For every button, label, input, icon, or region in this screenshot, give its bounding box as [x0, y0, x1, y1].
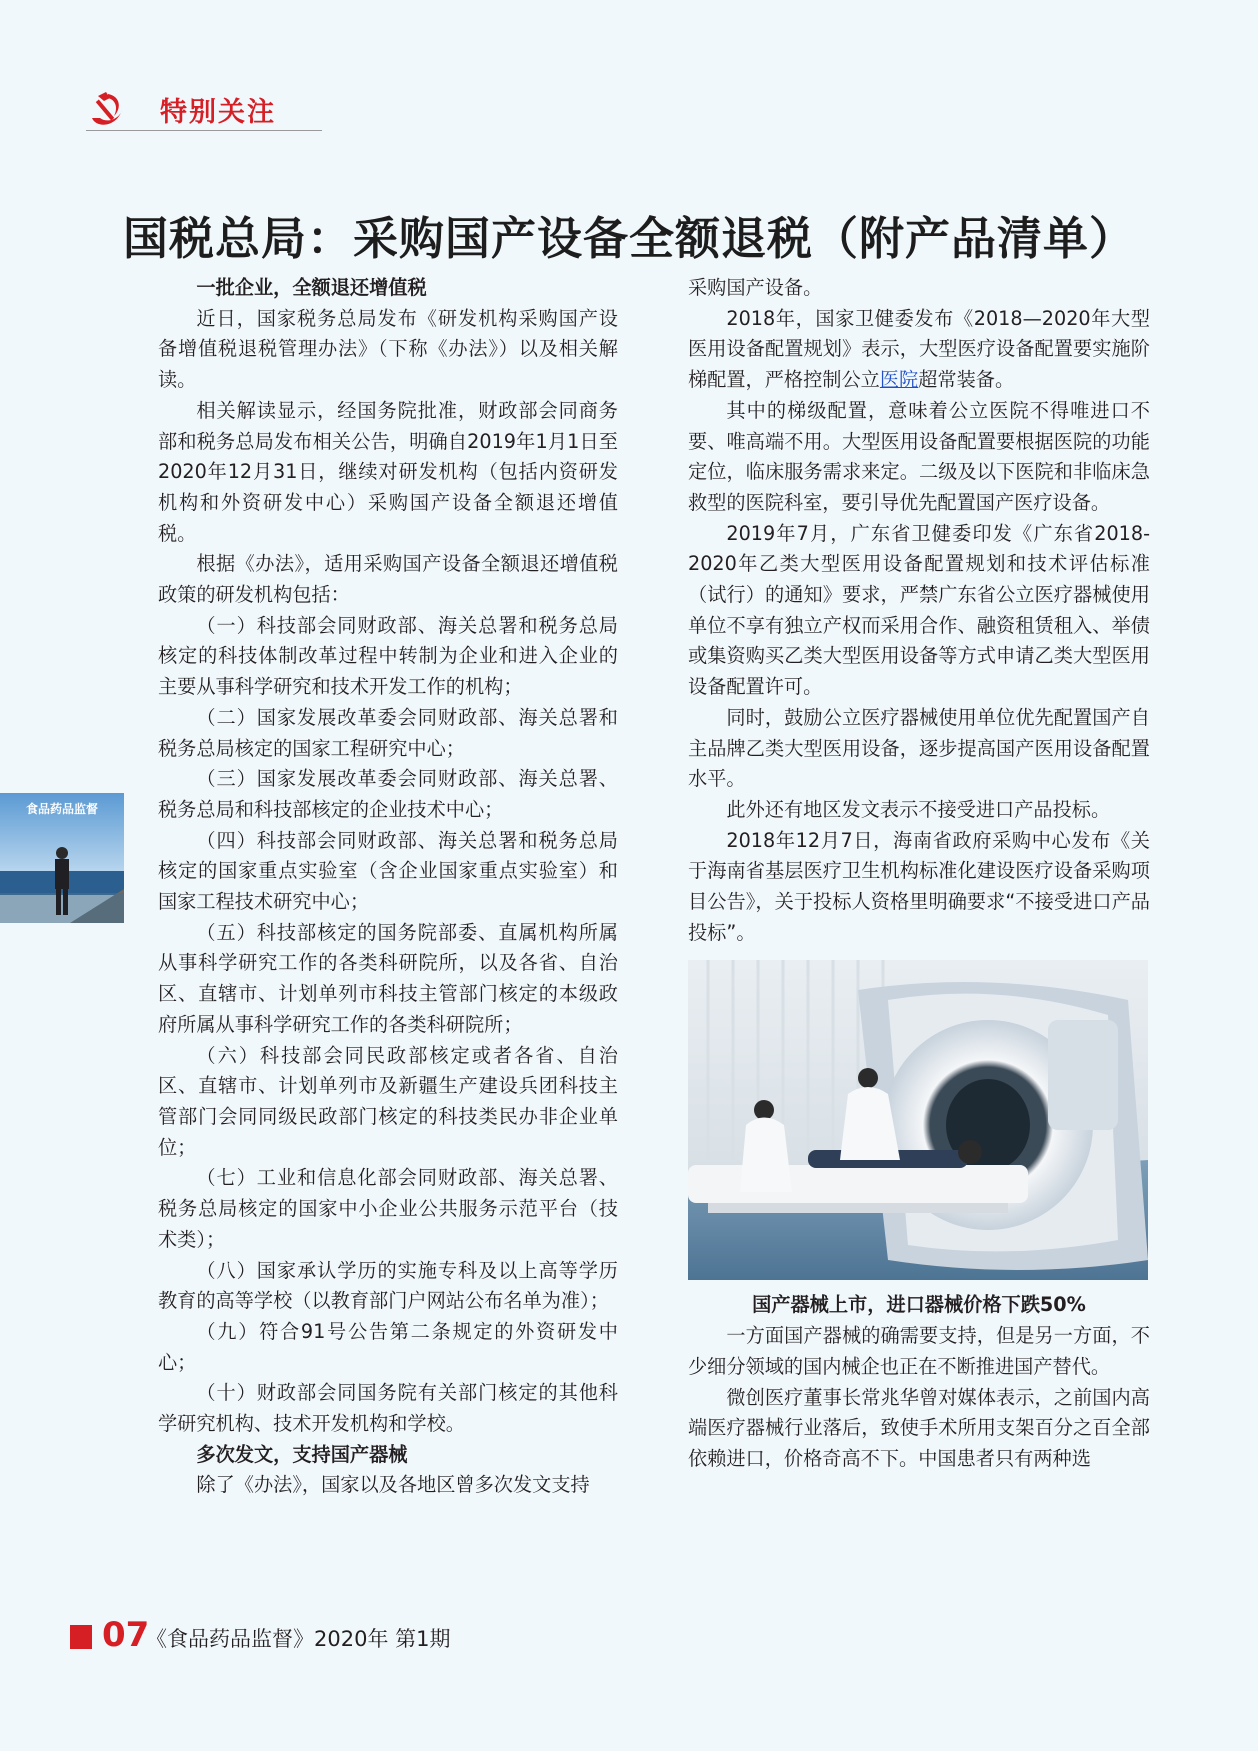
paragraph: 此外还有地区发文表示不接受进口产品投标。 — [726, 797, 1111, 821]
paragraph: （七）工业和信息化部会同财政部、海关总署、税务总局核定的国家中小企业公共服务示范平台（技术类）； — [158, 1166, 618, 1251]
paragraph: 相关解读显示，经国务院批准，财政部会同商务部和税务总局发布相关公告，明确自2019年1月1日至2020年12月31日，继续对研发机构（包括内资研发机构和外资研发中心）采购国产设备全额退还增值税。 — [158, 398, 618, 545]
thumbnail-label: 食品药品监督 — [25, 802, 99, 816]
paragraph: （四）科技部会同财政部、海关总署和税务总局核定的国家重点实验室（含企业国家重点实验室）和国家工程技术研究中心； — [158, 828, 618, 914]
paragraph: 同时，鼓励公立医疗器械使用单位优先配置国产自主品牌乙类大型医用设备，逐步提高国产医用设备配置水平。 — [688, 705, 1150, 791]
paragraph: （三）国家发展改革委会同财政部、海关总署、税务总局和科技部核定的企业技术中心； — [158, 767, 618, 821]
hammer-sickle-icon — [86, 88, 126, 128]
paragraph: 根据《办法》，适用采购国产设备全额退还增值税政策的研发机构包括： — [158, 552, 618, 607]
paragraph: 除了《办法》，国家以及各地区曾多次发文支持 — [196, 1473, 590, 1497]
paragraph: 一方面国产器械的确需要支持，但是另一方面，不少细分领域的国内械企也正在不断推进国产替代。 — [688, 1324, 1150, 1378]
section-heading: 国产器械上市，进口器械价格下跌50% — [752, 1293, 1086, 1317]
right-paragraphs-a — [688, 396, 1150, 949]
hospital-link[interactable]: 医院 — [879, 368, 919, 392]
section-heading: 一批企业，全额退还增值税 — [196, 276, 427, 299]
right-paragraphs-b — [688, 1321, 1150, 1475]
page-number: 07 — [102, 1615, 150, 1655]
section-header — [86, 88, 322, 132]
paragraph: （十）财政部会同国务院有关部门核定的其他科学研究机构、技术开发机构和学校。 — [158, 1381, 618, 1436]
paragraph: （九）符合91号公告第二条规定的外资研发中心； — [158, 1319, 618, 1374]
paragraph: 微创医疗董事长常兆华曾对媒体表示，之前国内高端医疗器械行业落后，致使手术所用支架百分之百全部依赖进口，价格奇高不下。中国患者只有两种选 — [688, 1385, 1150, 1470]
header-divider — [86, 130, 322, 131]
mri-photo — [688, 960, 1148, 1280]
paragraph: 其中的梯级配置，意味着公立医院不得唯进口不要、唯高端不用。大型医用设备配置要根据医院的功能定位，临床服务需求来定。二级及以下医院和非临床急救型的医院科室，要引导优先配置国产医疗设备。 — [688, 398, 1150, 514]
paragraph: （五）科技部核定的国务院部委、直属机构所属从事科学研究工作的各类科研院所，以及各省、自治区、直辖市、计划单列市科技主管部门核定的本级政府所属从事科学研究工作的各类科研院所； — [158, 920, 618, 1036]
right-column — [688, 273, 1150, 1475]
paragraph: （一）科技部会同财政部、海关总署和税务总局核定的科技体制改革过程中转制为企业和进入企业的主要从事科学研究和技术开发工作的机构； — [158, 613, 618, 699]
publication-info: 《食品药品监督》2020年 第1期 — [146, 1627, 451, 1651]
paragraph: （二）国家发展改革委会同财政部、海关总署和税务总局核定的国家工程研究中心； — [158, 705, 618, 760]
paragraph: （八）国家承认学历的实施专科及以上高等学历教育的高等学校（以教育部门户网站公布名单为准）； — [158, 1258, 618, 1313]
article-title: 国税总局：采购国产设备全额退税（附产品清单） — [122, 212, 1135, 265]
paragraph: 2018年12月7日，海南省政府采购中心发布《关于海南省基层医疗卫生机构标准化建设医疗设备采购项目公告》，关于投标人资格里明确要求“不接受进口产品投标”。 — [688, 828, 1150, 944]
paragraph: 近日，国家税务总局发布《研发机构采购国产设备增值税退税管理办法》（下称《办法》）以及相关解读。 — [158, 306, 618, 392]
paragraph: （六）科技部会同民政部核定或者各省、自治区、直辖市、计划单列市及新疆生产建设兵团科技主管部门会同同级民政部门核定的科技类民办非企业单位； — [158, 1043, 618, 1159]
section-heading: 多次发文，支持国产器械 — [196, 1442, 408, 1466]
footer-marker — [70, 1625, 92, 1649]
paragraph: 采购国产设备。 — [688, 276, 823, 299]
paragraph: 2019年7月，广东省卫健委印发《广东省2018-2020年乙类大型医用设备配置规划和技术评估标准（试行）的通知》要求，严禁广东省公立医疗器械使用单位不享有独立产权而采用合作、融资租赁租入、举债或集资购买乙类大型医用设备等方式申请乙类大型医用设备配置许可。 — [688, 521, 1150, 699]
magazine-cover-thumbnail — [0, 793, 124, 923]
left-column — [158, 273, 618, 1501]
paragraph: 2018年，国家卫健委发布《2018—2020年大型医用设备配置规划》表示，大型医疗设备配置要实施阶梯配置，严格控制公立医院超常装备。 — [688, 306, 1150, 392]
section-title: 特别关注 — [160, 97, 276, 128]
